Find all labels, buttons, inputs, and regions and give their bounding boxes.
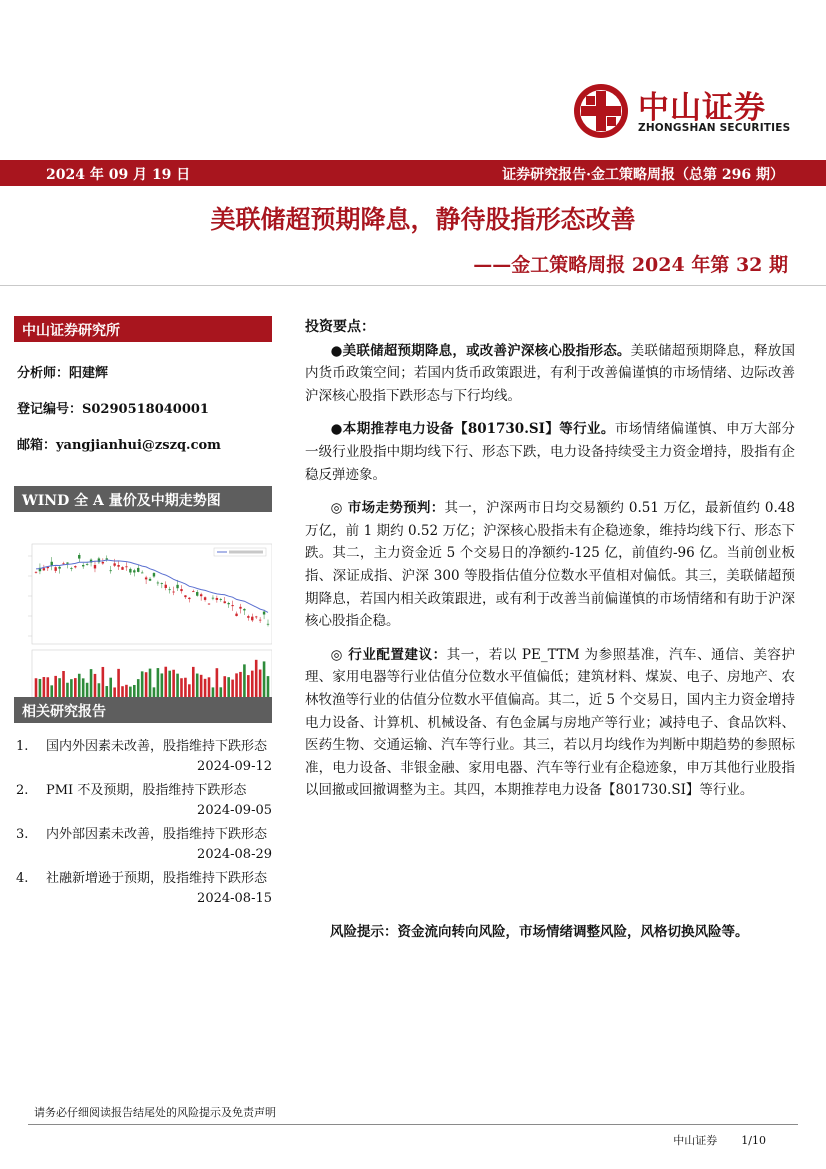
related-title-bar: 相关研究报告 xyxy=(14,697,272,723)
volume-bar xyxy=(98,683,101,698)
candle-body xyxy=(51,562,53,566)
candle-body xyxy=(102,562,104,563)
point-2-lead: ●本期推荐电力设备【801730.SI】等行业。 xyxy=(330,421,615,438)
candle-body xyxy=(165,585,167,588)
related-item-title: 社融新增逊于预期，股指维持下跌形态 xyxy=(46,871,268,886)
candle-body xyxy=(82,565,84,566)
related-item-date: 2024-08-15 xyxy=(197,891,272,906)
candle-body xyxy=(133,570,135,572)
candle-body xyxy=(251,617,253,621)
volume-bar xyxy=(141,671,144,698)
candle-body xyxy=(110,570,112,571)
risk-warning: 风险提示：资金流向转向风险，市场情绪调整风险，风格切换风险等。 xyxy=(330,924,749,940)
candle-body xyxy=(153,573,155,576)
candle-body xyxy=(149,579,151,581)
volume-bar xyxy=(192,667,195,698)
report-subtitle: ——金工策略周报 2024 年第 32 期 xyxy=(473,254,788,276)
volume-bar xyxy=(172,670,175,698)
volume-bar xyxy=(161,673,164,698)
point-4-lead: ◎ 行业配置建议： xyxy=(330,646,447,663)
point-3-body: 其一，沪深两市日均交易额约 0.51 万亿，最新值约 0.48 万亿，前 1 期约 0.52 万亿；沪深核心股指未有企稳迹象，维持均线下行、形态下跌。其二，主力资金近 5 个交易日的净额约-125 亿，前值约-96 亿。当前创业板指、深证成指、沪深 300 等股指估值分位数水平值相对偏低。其三，美联储超预期降息，若国内相关政策跟进，或有利于改善当前偏谨慎的市场情绪和有助于沪深核心股指企稳。 xyxy=(305,500,795,630)
candle-body xyxy=(145,577,147,579)
related-item-title: PMI 不及预期，股指维持下跌形态 xyxy=(46,783,247,798)
candle-body xyxy=(157,583,159,584)
related-item-number: 1. xyxy=(16,739,29,754)
candle-body xyxy=(208,604,210,605)
candle-body xyxy=(129,569,131,573)
volume-bar xyxy=(157,668,160,698)
volume-bar xyxy=(259,670,262,698)
logo-name-en: ZHONGSHAN SECURITIES xyxy=(638,122,791,134)
footer-disclaimer: 请务必仔细阅读报告结尾处的风险提示及免责声明 xyxy=(34,1106,276,1119)
candle-body xyxy=(58,567,60,569)
related-item-title: 国内外因素未改善，股指维持下跌形态 xyxy=(46,739,268,754)
related-list xyxy=(14,737,272,909)
candle-body xyxy=(141,573,143,574)
candle-body xyxy=(66,563,68,564)
volume-bar xyxy=(109,678,112,698)
candle-body xyxy=(35,572,37,573)
volume-bar xyxy=(117,669,120,698)
related-reports xyxy=(14,697,272,913)
candle-body xyxy=(204,597,206,600)
point-2-body: 市场情绪偏谨慎、申万大部分一级行业股指中期均线下行、形态下跌，电力设备持续受主力资金增持，股指有企稳反弹迹象。 xyxy=(305,421,796,483)
volume-bar xyxy=(247,675,250,698)
candle-body xyxy=(113,563,115,565)
candle-body xyxy=(231,605,233,606)
related-item-number: 4. xyxy=(16,871,29,886)
footer-divider xyxy=(28,1124,798,1125)
candle-body xyxy=(192,591,194,592)
volume-bar xyxy=(58,678,61,698)
volume-bar xyxy=(74,678,77,698)
candle-body xyxy=(196,592,198,596)
institute-bar: 中山证券研究所 xyxy=(14,316,272,342)
volume-bar xyxy=(208,677,211,698)
candle-body xyxy=(43,568,45,570)
candle-body xyxy=(212,598,214,599)
candle-body xyxy=(70,568,72,569)
logo-name-cn: 中山证券 xyxy=(638,90,766,126)
candle-body xyxy=(62,563,64,564)
candle-body xyxy=(121,567,123,570)
volume-bar xyxy=(243,664,246,698)
volume-bar xyxy=(35,678,38,698)
analyst-info xyxy=(14,356,272,464)
candle-body xyxy=(180,589,182,591)
volume-bar xyxy=(82,678,85,698)
header-divider xyxy=(0,285,826,286)
volume-bar xyxy=(145,672,148,698)
volume-bar xyxy=(176,674,179,698)
footer-company: 中山证券 xyxy=(673,1134,718,1147)
candle-body xyxy=(161,583,163,584)
related-item-date: 2024-09-05 xyxy=(197,803,272,818)
candle-body xyxy=(168,589,170,590)
report-date: 2024 年 09 月 19 日 xyxy=(46,167,191,183)
related-item-title: 内外部因素未改善，股指维持下跌形态 xyxy=(46,827,268,842)
candle-body xyxy=(255,616,257,617)
volume-bar xyxy=(263,661,266,698)
volume-bar xyxy=(231,680,234,698)
candle-body xyxy=(137,568,139,572)
volume-bar xyxy=(86,683,89,698)
point-1-lead: ●美联储超预期降息，或改善沪深核心股指形态。 xyxy=(330,342,631,359)
volume-bar xyxy=(239,672,242,698)
candle-body xyxy=(239,607,241,609)
candle-body xyxy=(184,595,186,597)
point-4-body: 其一，若以 PE_TTM 为参照基准，汽车、通信、美容护理、家用电器等行业估值分位数水平值偏低；建筑材料、煤炭、电子、房地产、农林牧渔等行业的估值分位数水平值偏高。其二，近 5 个交易日，国内主力资金增持电力设备、计算机、机械设备、有色金属与房地产等行业；减持电子、食品饮料、医药生物、交通运输、汽车等行业。其三，若以月均线作为判断中期趋势的参照标准，电力设备、非银金融、家用电器、汽车等行业有企稳迹象，申万其他行业股指以回撤或回撤调整为主。其四，本期推荐电力设备【801730.SI】等行业。 xyxy=(305,646,795,799)
report-title: 美联储超预期降息，静待股指形态改善 xyxy=(210,205,636,234)
volume-bar xyxy=(216,668,219,698)
volume-bar xyxy=(46,677,49,698)
page-number: 1/10 xyxy=(741,1134,766,1147)
related-item-number: 3. xyxy=(16,827,29,842)
point-fed-rate-cut xyxy=(305,340,795,408)
candle-body xyxy=(235,614,237,616)
related-item-number: 2. xyxy=(16,783,29,798)
volume-bar xyxy=(196,674,199,698)
report-type: 证券研究报告·金工策略周报（总第 296 期） xyxy=(502,167,784,183)
volume-bar xyxy=(184,678,187,698)
volume-bar xyxy=(66,683,69,698)
point-market-outlook xyxy=(305,497,795,633)
volume-bar xyxy=(137,679,140,698)
candle-body xyxy=(78,555,80,559)
zhongshan-logo-icon xyxy=(572,82,630,140)
candle-body xyxy=(243,609,245,610)
volume-bar xyxy=(180,678,183,698)
candle-body xyxy=(247,616,249,618)
candle-body xyxy=(74,566,76,567)
candle-body xyxy=(220,599,222,600)
candle-body xyxy=(106,558,108,559)
candle-body xyxy=(188,598,190,599)
volume-bar xyxy=(200,675,203,698)
candle-body xyxy=(125,566,127,567)
point-industry-allocation xyxy=(305,644,795,802)
company-logo xyxy=(572,82,804,140)
volume-bar xyxy=(70,679,73,698)
candle-body xyxy=(172,592,174,593)
related-item[interactable] xyxy=(14,869,272,909)
chart-title-bar: WIND 全 A 量价及中期走势图 xyxy=(14,486,272,512)
volume-bar xyxy=(54,676,57,698)
analyst-panel xyxy=(14,316,272,464)
related-item[interactable] xyxy=(14,781,272,821)
candle-body xyxy=(227,603,229,604)
candle-body xyxy=(216,598,218,600)
candle-body xyxy=(263,612,265,615)
wind-index-chart xyxy=(14,516,272,716)
volume-bar xyxy=(204,679,207,698)
candle-body xyxy=(86,564,88,565)
candle-body xyxy=(224,601,226,603)
volume-bar xyxy=(227,677,230,698)
candle-body xyxy=(259,620,261,621)
point-3-lead: ◎ 市场走势预判： xyxy=(330,500,445,517)
analyst-email: 邮箱：yangjianhui@zszq.com xyxy=(17,438,221,453)
candle-body xyxy=(94,565,96,568)
candle-body xyxy=(54,567,56,571)
volume-bar xyxy=(235,673,238,698)
registration-number: 登记编号：S0290518040001 xyxy=(17,402,209,417)
candle-body xyxy=(176,585,178,588)
volume-bar xyxy=(39,679,42,698)
volume-bar xyxy=(251,671,254,698)
volume-bar xyxy=(62,671,65,698)
footer-meta xyxy=(673,1132,766,1148)
volume-bar xyxy=(168,671,171,698)
candle-body xyxy=(98,558,100,562)
market-chart-box xyxy=(14,486,272,716)
volume-bar xyxy=(149,669,152,698)
header-bar xyxy=(0,160,826,186)
investment-highlights xyxy=(305,316,795,813)
volume-bar xyxy=(188,684,191,698)
candle-body xyxy=(117,565,119,567)
volume-bar xyxy=(43,677,46,698)
volume-bar xyxy=(90,669,93,698)
highlights-heading: 投资要点： xyxy=(305,319,375,335)
point-1-body: 美联储超预期降息，释放国内货币政策空间；若国内货币政策跟进，有利于改善偏谨慎的市场情绪、边际改善沪深核心股指下跌形态与下行均线。 xyxy=(305,342,795,404)
volume-bar xyxy=(255,660,258,698)
candle-body xyxy=(267,624,269,625)
volume-bar xyxy=(164,667,167,698)
related-item-date: 2024-09-12 xyxy=(197,759,272,774)
related-item-date: 2024-08-29 xyxy=(197,847,272,862)
candle-body xyxy=(200,594,202,596)
volume-bar xyxy=(267,676,270,698)
related-item[interactable] xyxy=(14,737,272,777)
volume-bar xyxy=(94,674,97,698)
volume-bar xyxy=(102,667,105,698)
point-recommendation xyxy=(305,418,795,486)
volume-bar xyxy=(223,676,226,698)
related-item[interactable] xyxy=(14,825,272,865)
analyst-name: 分析师：阳建辉 xyxy=(17,366,109,381)
volume-bar xyxy=(78,674,81,698)
